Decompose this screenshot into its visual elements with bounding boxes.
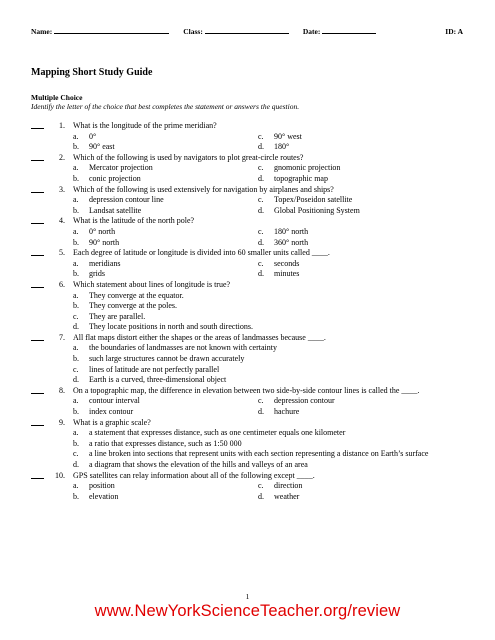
option-text: 180° north bbox=[274, 226, 309, 236]
question-number: 1. bbox=[59, 121, 65, 130]
option-text: a ratio that expresses distance, such as 1:50 000 bbox=[89, 438, 242, 448]
option-letter: d. bbox=[73, 375, 79, 385]
option-text: grids bbox=[89, 269, 105, 279]
answer-options bbox=[73, 396, 471, 417]
question-item bbox=[31, 216, 471, 248]
answer-option bbox=[73, 142, 258, 153]
answer-option bbox=[258, 269, 471, 280]
option-text: elevation bbox=[89, 491, 119, 501]
option-text: lines of latitude are not perfectly parallel bbox=[89, 364, 220, 374]
option-letter: d. bbox=[258, 142, 264, 152]
question-item bbox=[31, 333, 471, 386]
answer-option bbox=[73, 312, 471, 323]
answer-blank bbox=[31, 248, 44, 256]
question-number: 10. bbox=[55, 470, 65, 480]
option-text: Earth is a curved, three-dimensional object bbox=[89, 375, 227, 385]
option-letter: b. bbox=[73, 173, 79, 183]
answer-option bbox=[73, 439, 471, 450]
answer-option bbox=[258, 259, 471, 270]
header-fields bbox=[31, 27, 463, 36]
answer-options bbox=[73, 132, 471, 153]
page-number: 1 bbox=[245, 592, 250, 601]
question-item bbox=[31, 185, 471, 217]
question-item bbox=[31, 418, 471, 471]
option-text: index contour bbox=[89, 407, 134, 417]
option-text: weather bbox=[274, 491, 300, 501]
option-letter: a. bbox=[73, 481, 79, 491]
question-number: 4. bbox=[59, 216, 65, 226]
answer-option bbox=[73, 291, 471, 302]
answer-option bbox=[258, 142, 471, 153]
question-number: 2. bbox=[59, 152, 65, 162]
option-text: minutes bbox=[274, 269, 300, 279]
option-letter: b. bbox=[73, 407, 79, 417]
answer-blank bbox=[31, 386, 44, 394]
question-number: 3. bbox=[59, 184, 65, 194]
answer-option bbox=[258, 407, 471, 418]
question-item bbox=[31, 471, 471, 503]
section-heading: Multiple Choice bbox=[31, 93, 83, 102]
option-letter: b. bbox=[73, 354, 79, 364]
option-letter: a. bbox=[73, 163, 79, 173]
class-field: Class: bbox=[183, 27, 289, 36]
option-text: They locate positions in north and south directions. bbox=[89, 322, 253, 332]
option-text: seconds bbox=[274, 258, 300, 268]
question-number: 5. bbox=[59, 248, 65, 258]
option-text: a statement that expresses distance, such as one centimeter equals one kilometer bbox=[89, 428, 346, 438]
page-title: Mapping Short Study Guide bbox=[31, 67, 153, 78]
answer-blank bbox=[31, 280, 44, 288]
option-letter: d. bbox=[258, 491, 264, 501]
answer-option bbox=[73, 206, 258, 217]
option-text: conic projection bbox=[89, 173, 141, 183]
name-blank bbox=[54, 27, 169, 34]
answer-option bbox=[73, 449, 471, 460]
option-letter: b. bbox=[73, 205, 79, 215]
option-letter: d. bbox=[258, 237, 264, 247]
option-letter: c. bbox=[258, 131, 264, 141]
option-letter: c. bbox=[258, 481, 264, 491]
answer-option bbox=[258, 163, 471, 174]
question-number: 9. bbox=[59, 417, 65, 427]
option-letter: b. bbox=[73, 491, 79, 501]
answer-option bbox=[258, 238, 471, 249]
answer-blank bbox=[31, 185, 44, 193]
option-letter: d. bbox=[258, 269, 264, 279]
answer-option bbox=[73, 174, 258, 185]
option-text: They converge at the equator. bbox=[89, 290, 184, 300]
option-text: 180° bbox=[274, 142, 290, 152]
option-text: a line broken into sections that represent units with each section representing a distance on Earth’s surface bbox=[89, 449, 429, 459]
answer-option bbox=[258, 206, 471, 217]
question-item bbox=[31, 121, 471, 153]
id-label: ID: A bbox=[445, 27, 463, 36]
option-text: a diagram that shows the elevation of the hills and valleys of an area bbox=[89, 460, 308, 469]
option-letter: a. bbox=[73, 195, 79, 205]
option-text: direction bbox=[274, 481, 303, 491]
date-blank bbox=[322, 27, 376, 34]
date-field: Date: bbox=[303, 27, 377, 36]
option-letter: d. bbox=[258, 407, 264, 417]
footer-url: www.NewYorkScienceTeacher.org/review bbox=[94, 602, 401, 620]
answer-options bbox=[73, 195, 471, 216]
option-letter: a. bbox=[73, 343, 79, 353]
option-text: Landsat satellite bbox=[89, 205, 142, 215]
question-number: 7. bbox=[59, 332, 65, 342]
answer-option bbox=[73, 428, 471, 439]
option-letter: a. bbox=[73, 258, 79, 268]
question-stem: Which of the following is used extensively for navigation by airplanes and ships? bbox=[73, 184, 334, 194]
answer-option bbox=[73, 492, 258, 503]
answer-option bbox=[73, 407, 258, 418]
question-number: 6. bbox=[59, 279, 65, 289]
answer-option bbox=[73, 396, 258, 407]
answer-option bbox=[73, 460, 471, 471]
option-text: contour interval bbox=[89, 396, 140, 406]
answer-option bbox=[258, 481, 471, 492]
option-letter: c. bbox=[258, 163, 264, 173]
question-stem: All flat maps distort either the shapes or the areas of landmasses because ____. bbox=[73, 332, 326, 342]
option-letter: c. bbox=[258, 258, 264, 268]
option-letter: a. bbox=[73, 290, 79, 300]
option-letter: c. bbox=[258, 195, 264, 205]
option-text: hachure bbox=[274, 407, 300, 417]
option-letter: d. bbox=[73, 322, 79, 332]
question-stem: What is the longitude of the prime meridian? bbox=[73, 121, 217, 130]
answer-option bbox=[73, 195, 258, 206]
question-number: 8. bbox=[59, 385, 65, 395]
option-text: depression contour line bbox=[89, 195, 164, 205]
option-letter: b. bbox=[73, 237, 79, 247]
answer-option bbox=[73, 227, 258, 238]
question-item bbox=[31, 248, 471, 280]
option-letter: c. bbox=[73, 364, 79, 374]
option-text: such large structures cannot be drawn accurately bbox=[89, 354, 245, 364]
answer-options bbox=[73, 227, 471, 248]
option-text: the boundaries of landmasses are not known with certainty bbox=[89, 343, 277, 353]
answer-blank bbox=[31, 471, 44, 479]
option-text: position bbox=[89, 481, 115, 491]
question-list bbox=[31, 121, 471, 502]
option-text: 0° north bbox=[89, 226, 116, 236]
question-stem: What is a graphic scale? bbox=[73, 417, 151, 427]
option-text: 90° north bbox=[89, 237, 120, 247]
option-letter: b. bbox=[73, 438, 79, 448]
option-letter: b. bbox=[73, 142, 79, 152]
question-stem: Which of the following is used by navigators to plot great-circle routes? bbox=[73, 152, 304, 162]
answer-options bbox=[73, 428, 471, 470]
option-text: They are parallel. bbox=[89, 311, 146, 321]
answer-options bbox=[73, 259, 471, 280]
class-blank bbox=[205, 27, 289, 34]
option-text: gnomonic projection bbox=[274, 163, 341, 173]
option-text: topographic map bbox=[274, 173, 328, 183]
option-text: Mercator projection bbox=[89, 163, 153, 173]
option-letter: c. bbox=[73, 311, 79, 321]
option-letter: d. bbox=[258, 205, 264, 215]
answer-options bbox=[73, 291, 471, 333]
option-letter: b. bbox=[73, 301, 79, 311]
answer-option bbox=[258, 492, 471, 503]
answer-option bbox=[73, 259, 258, 270]
answer-options bbox=[73, 163, 471, 184]
option-letter: c. bbox=[258, 396, 264, 406]
option-text: Topex/Poseidon satellite bbox=[274, 195, 353, 205]
question-stem: What is the latitude of the north pole? bbox=[73, 216, 195, 226]
answer-option bbox=[73, 301, 471, 312]
answer-blank bbox=[31, 153, 44, 161]
answer-blank bbox=[31, 333, 44, 341]
option-letter: d. bbox=[258, 173, 264, 183]
answer-option bbox=[73, 354, 471, 365]
answer-option bbox=[258, 174, 471, 185]
question-stem: Which statement about lines of longitude is true? bbox=[73, 279, 231, 289]
option-text: depression contour bbox=[274, 396, 335, 406]
answer-option bbox=[73, 343, 471, 354]
option-text: Global Positioning System bbox=[274, 205, 360, 215]
answer-option bbox=[73, 365, 471, 376]
answer-option bbox=[73, 163, 258, 174]
answer-option bbox=[258, 396, 471, 407]
answer-option bbox=[73, 238, 258, 249]
answer-option bbox=[258, 132, 471, 143]
answer-option bbox=[73, 269, 258, 280]
option-letter: c. bbox=[73, 449, 79, 459]
question-stem: Each degree of latitude or longitude is divided into 60 smaller units called ____. bbox=[73, 248, 330, 258]
question-stem: On a topographic map, the difference in elevation between two side-by-side contour lines is called the ____. bbox=[73, 385, 420, 395]
option-letter: a. bbox=[73, 226, 79, 236]
answer-option bbox=[73, 481, 258, 492]
option-letter: b. bbox=[73, 269, 79, 279]
option-text: 360° north bbox=[274, 237, 309, 247]
option-text: They converge at the poles. bbox=[89, 301, 178, 311]
question-stem: GPS satellites can relay information about all of the following except ____. bbox=[73, 470, 315, 480]
option-letter: a. bbox=[73, 396, 79, 406]
name-field: Name: bbox=[31, 27, 169, 36]
question-item bbox=[31, 386, 471, 418]
question-item bbox=[31, 153, 471, 185]
option-text: 90° east bbox=[89, 142, 115, 152]
answer-blank bbox=[31, 216, 44, 224]
answer-option bbox=[258, 195, 471, 206]
answer-option bbox=[258, 227, 471, 238]
answer-options bbox=[73, 481, 471, 502]
answer-option bbox=[73, 322, 471, 333]
option-text: 0° bbox=[89, 131, 97, 141]
option-letter: a. bbox=[73, 428, 79, 438]
section-instructions: Identify the letter of the choice that best completes the statement or answers the question. bbox=[31, 102, 300, 111]
answer-options bbox=[73, 343, 471, 385]
option-letter: d. bbox=[73, 460, 79, 469]
question-item bbox=[31, 280, 471, 333]
answer-blank bbox=[31, 418, 44, 426]
answer-blank bbox=[31, 121, 44, 129]
option-letter: a. bbox=[73, 131, 79, 141]
option-text: meridians bbox=[89, 258, 121, 268]
answer-option bbox=[73, 375, 471, 386]
answer-option bbox=[73, 132, 258, 143]
option-text: 90° west bbox=[274, 131, 302, 141]
option-letter: c. bbox=[258, 226, 264, 236]
